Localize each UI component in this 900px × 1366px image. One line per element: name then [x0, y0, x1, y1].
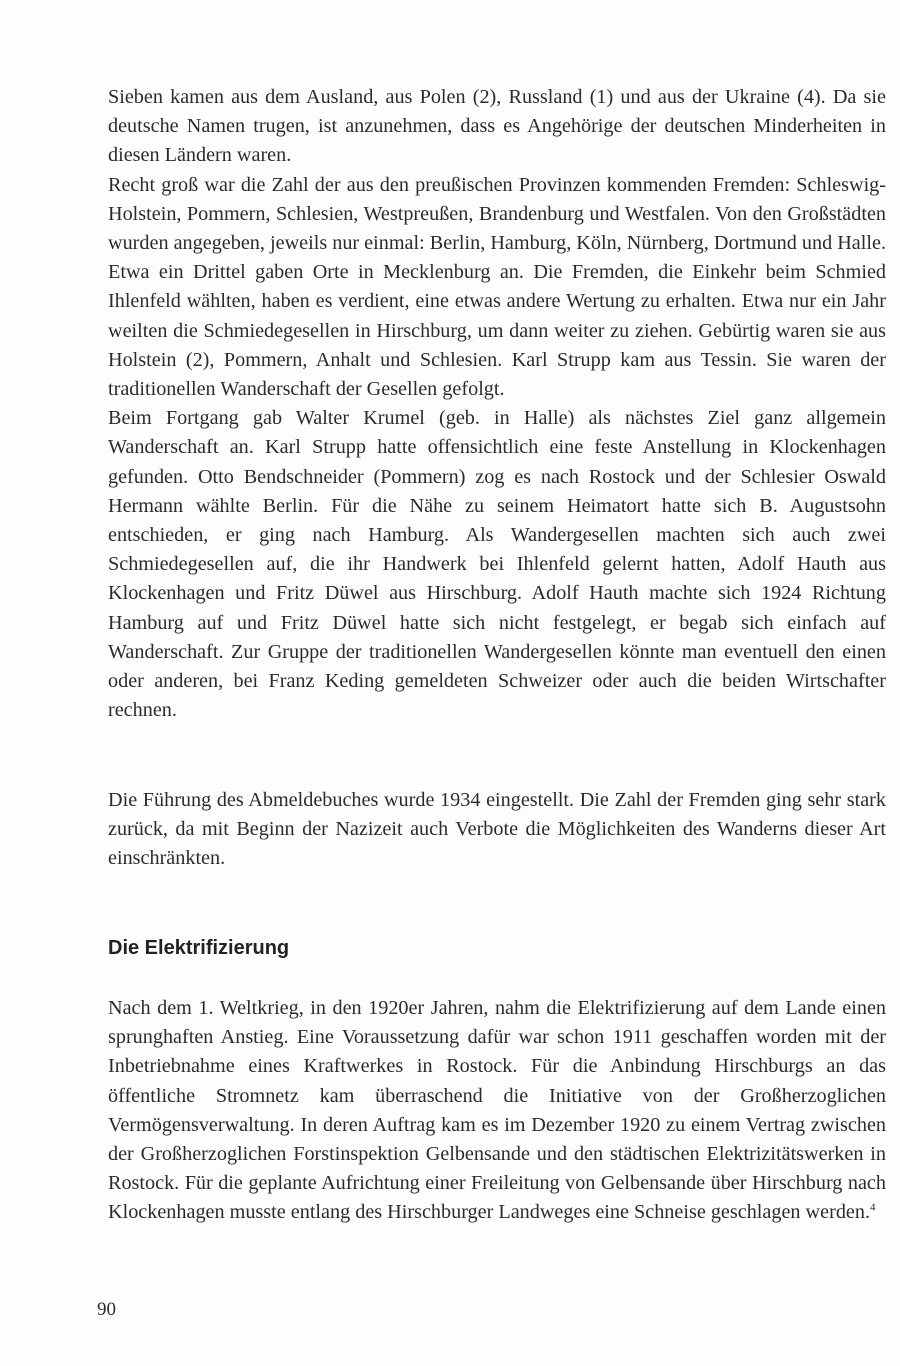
text-section-register-end [108, 786, 886, 874]
paragraph: Sieben kamen aus dem Ausland, aus Polen (2), Russland (1) und aus der Ukraine (4). Da sie deutsche Namen trugen, ist anzunehmen, dass es Angehörige der deutschen Minderheiten in diesen Ländern waren. [108, 86, 886, 167]
footnote-reference[interactable]: 4 [870, 1201, 876, 1214]
paragraph-text: Nach dem 1. Weltkrieg, in den 1920er Jahren, nahm die Elektrifizierung auf dem Lande einen sprunghaften Anstieg. Eine Voraussetzung dafür war schon 1911 geschaffen worden mit der Inbetriebnahme eines Kraftwerkes in Rostock. Für die Anbindung Hirschburgs an das öffentliche Stromnetz kam überraschend die Initiative von der Großherzoglichen Vermögensverwaltung. In deren Auftrag kam es im Dezember 1920 zu einem Vertrag zwischen der Großherzoglichen Forstinspektion Gelbensande und den städtischen Elektrizitätswerken in Rostock. Für die geplante Aufrichtung einer Freileitung von Gelbensande über Hirschburg nach Klockenhagen musste entlang des Hirschburger Landweges eine Schneise geschlagen werden. [108, 997, 886, 1224]
paragraph [108, 994, 886, 1228]
text-section-foreigners [108, 83, 886, 725]
paragraph: Beim Fortgang gab Walter Krumel (geb. in Halle) als nächstes Ziel ganz allgemein Wanderschaft an. Karl Strupp hatte offensichtlich eine feste Anstellung in Klockenhagen gefunden. Otto Bendschneider (Pommern) zog es nach Rostock und der Schlesier Oswald Hermann wählte Berlin. Für die Nähe zu seinem Heimatort hatte sich B. Augustsohn entschieden, er ging nach Hamburg. Als Wandergesellen machten sich auch zwei Schmiedegesellen auf, die ihr Handwerk bei Ihlenfeld gelernt hatten, Adolf Hauth aus Klockenhagen und Fritz Düwel aus Hirschburg. Adolf Hauth machte sich 1924 Richtung Hamburg auf und Fritz Düwel hatte sich nicht festgelegt, er begab sich einfach auf Wanderschaft. Zur Gruppe der traditionellen Wandergesellen könnte man eventuell den einen oder anderen, bei Franz Keding gemeldeten Schweizer oder auch die beiden Wirtschafter rechnen. [108, 407, 886, 722]
page-number: 90 [97, 1299, 116, 1320]
text-section-electrification [108, 994, 886, 1228]
paragraph: Recht groß war die Zahl der aus den preußischen Provinzen kommenden Fremden: Schleswig-Holstein, Pommern, Schlesien, Westpreußen, Brandenburg und Westfalen. Von den Großstädten wurden angegeben, jeweils nur einmal: Berlin, Hamburg, Köln, Nürnberg, Dortmund und Halle. Etwa ein Drittel gaben Orte in Mecklenburg an. Die Fremden, die Einkehr beim Schmied Ihlenfeld wählten, haben es verdient, eine etwas andere Wertung zu erhalten. Etwa nur ein Jahr weilten die Schmiedegesellen in Hirschburg, um dann weiter zu ziehen. Gebürtig waren sie aus Holstein (2), Pommern, Anhalt und Schlesien. Karl Strupp kam aus Tessin. Sie waren der traditionellen Wanderschaft der Gesellen gefolgt. [108, 173, 886, 401]
section-heading: Die Elektrifizierung [108, 937, 290, 959]
paragraph: Die Führung des Abmeldebuches wurde 1934 eingestellt. Die Zahl der Fremden ging sehr stark zurück, da mit Beginn der Nazizeit auch Verbote die Möglichkeiten des Wanderns dieser Art einschränkten. [108, 789, 886, 870]
